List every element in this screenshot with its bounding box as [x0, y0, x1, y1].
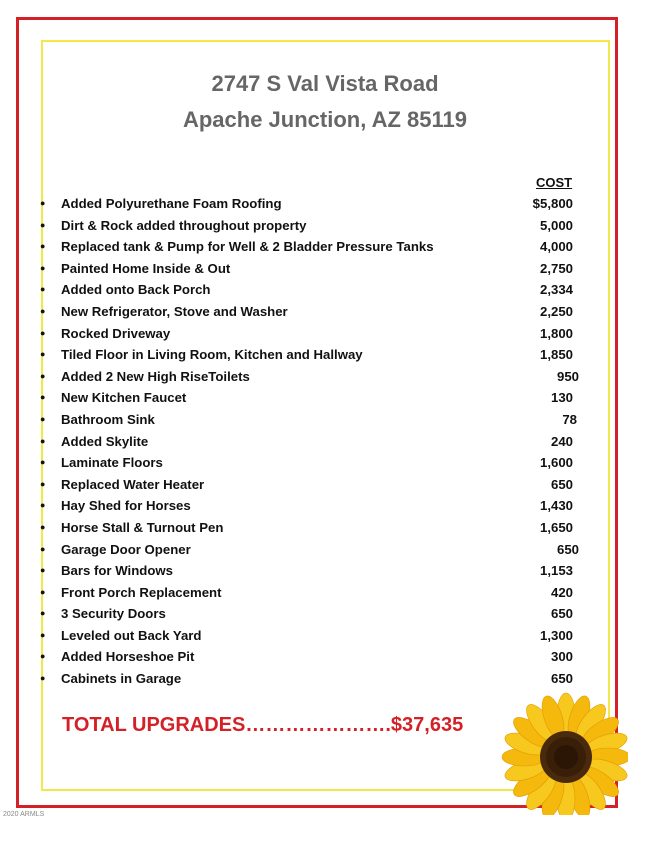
list-item — [40, 301, 585, 323]
list-item — [40, 560, 585, 582]
bullet-icon: ● — [40, 413, 46, 424]
bullet-icon: ● — [40, 370, 46, 381]
list-item — [40, 431, 585, 453]
item-label: Added onto Back Porch — [61, 282, 211, 298]
watermark: 2020 ARMLS — [3, 811, 45, 818]
list-item — [40, 474, 585, 496]
item-label: Rocked Driveway — [61, 325, 171, 341]
bullet-icon: ● — [40, 478, 46, 489]
item-label: Hay Shed for Horses — [61, 498, 191, 514]
item-label: Dirt & Rock added throughout property — [61, 217, 307, 233]
item-cost: 1,850 — [539, 347, 573, 363]
list-item — [40, 279, 585, 301]
item-cost: 130 — [550, 390, 573, 406]
item-label: Laminate Floors — [61, 455, 163, 471]
bullet-icon: ● — [40, 219, 46, 230]
item-cost: 240 — [550, 433, 573, 449]
item-label: Added Horseshoe Pit — [61, 649, 195, 665]
item-label: Front Porch Replacement — [61, 584, 222, 600]
item-cost: 650 — [556, 541, 579, 557]
bullet-icon: ● — [40, 198, 46, 208]
address-city: Apache Junction, AZ 85119 — [182, 107, 468, 132]
item-label: Bathroom Sink — [61, 411, 155, 427]
bullet-icon: ● — [40, 673, 46, 684]
item-label: New Kitchen Faucet — [61, 390, 187, 406]
list-item — [40, 258, 585, 280]
item-cost: 2,334 — [539, 282, 573, 298]
item-cost: 1,300 — [539, 627, 573, 643]
list-item — [40, 625, 585, 647]
item-cost: 1,153 — [539, 563, 573, 579]
item-cost: 5,000 — [539, 217, 573, 233]
item-label: New Refrigerator, Stove and Washer — [61, 303, 288, 319]
bullet-icon: ● — [40, 284, 46, 295]
bullet-icon: ● — [40, 521, 46, 532]
item-cost: 420 — [550, 584, 573, 600]
list-item — [40, 582, 585, 604]
list-item — [40, 646, 585, 668]
list-item — [40, 323, 585, 345]
bullet-icon: ● — [40, 651, 46, 662]
bullet-icon: ● — [40, 392, 46, 403]
list-item — [40, 539, 585, 561]
cost-column-heading: COST — [536, 175, 573, 190]
item-cost: 950 — [556, 368, 579, 384]
address-street: 2747 S Val Vista Road — [211, 71, 439, 96]
list-item — [40, 366, 585, 388]
bullet-icon: ● — [40, 543, 46, 554]
item-cost: 650 — [550, 606, 573, 622]
list-item — [40, 387, 585, 409]
list-item — [40, 495, 585, 517]
total-upgrades: TOTAL UPGRADES………………….$37,635 — [62, 714, 464, 736]
item-label: Replaced tank & Pump for Well & 2 Bladder Pressure Tanks — [61, 239, 434, 255]
item-label: Tiled Floor in Living Room, Kitchen and Hallway — [61, 347, 363, 363]
item-cost: $5,800 — [532, 196, 573, 211]
item-label: Garage Door Opener — [61, 541, 191, 557]
item-cost: 2,750 — [539, 260, 573, 276]
list-item — [40, 344, 585, 366]
item-cost: 4,000 — [539, 239, 573, 255]
item-cost: 650 — [550, 476, 573, 492]
item-label: Cabinets in Garage — [61, 671, 182, 687]
item-cost: 650 — [550, 671, 573, 687]
list-item — [40, 603, 585, 625]
bullet-icon: ● — [40, 629, 46, 640]
list-item — [40, 193, 585, 215]
item-cost: 2,250 — [539, 303, 573, 319]
item-label: Leveled out Back Yard — [61, 627, 202, 643]
bullet-icon: ● — [40, 305, 46, 316]
bullet-icon: ● — [40, 500, 46, 511]
item-label: Added Polyurethane Foam Roofing — [61, 196, 282, 211]
item-label: Added 2 New High RiseToilets — [61, 368, 250, 384]
bullet-icon: ● — [40, 435, 46, 446]
item-label: Painted Home Inside & Out — [61, 260, 231, 276]
list-item — [40, 236, 585, 258]
item-cost: 300 — [550, 649, 573, 665]
item-cost: 78 — [562, 411, 577, 427]
list-item — [40, 452, 585, 474]
item-label: 3 Security Doors — [61, 606, 166, 622]
item-label: Replaced Water Heater — [61, 476, 205, 492]
item-label: Horse Stall & Turnout Pen — [61, 519, 224, 535]
bullet-icon: ● — [40, 327, 46, 338]
item-cost: 1,600 — [539, 455, 573, 471]
sunflower-icon — [488, 685, 628, 815]
bullet-icon: ● — [40, 608, 46, 619]
list-item — [40, 409, 585, 431]
bullet-icon: ● — [40, 262, 46, 273]
list-item — [40, 215, 585, 237]
list-item — [40, 517, 585, 539]
bullet-icon: ● — [40, 241, 46, 252]
bullet-icon: ● — [40, 565, 46, 576]
item-cost: 1,430 — [539, 498, 573, 514]
item-label: Bars for Windows — [61, 563, 173, 579]
item-cost: 1,650 — [539, 519, 573, 535]
bullet-icon: ● — [40, 586, 46, 597]
upgrades-list — [40, 193, 585, 690]
item-cost: 1,800 — [539, 325, 573, 341]
item-label: Added Skylite — [61, 433, 149, 449]
bullet-icon: ● — [40, 457, 46, 468]
bullet-icon: ● — [40, 349, 46, 360]
